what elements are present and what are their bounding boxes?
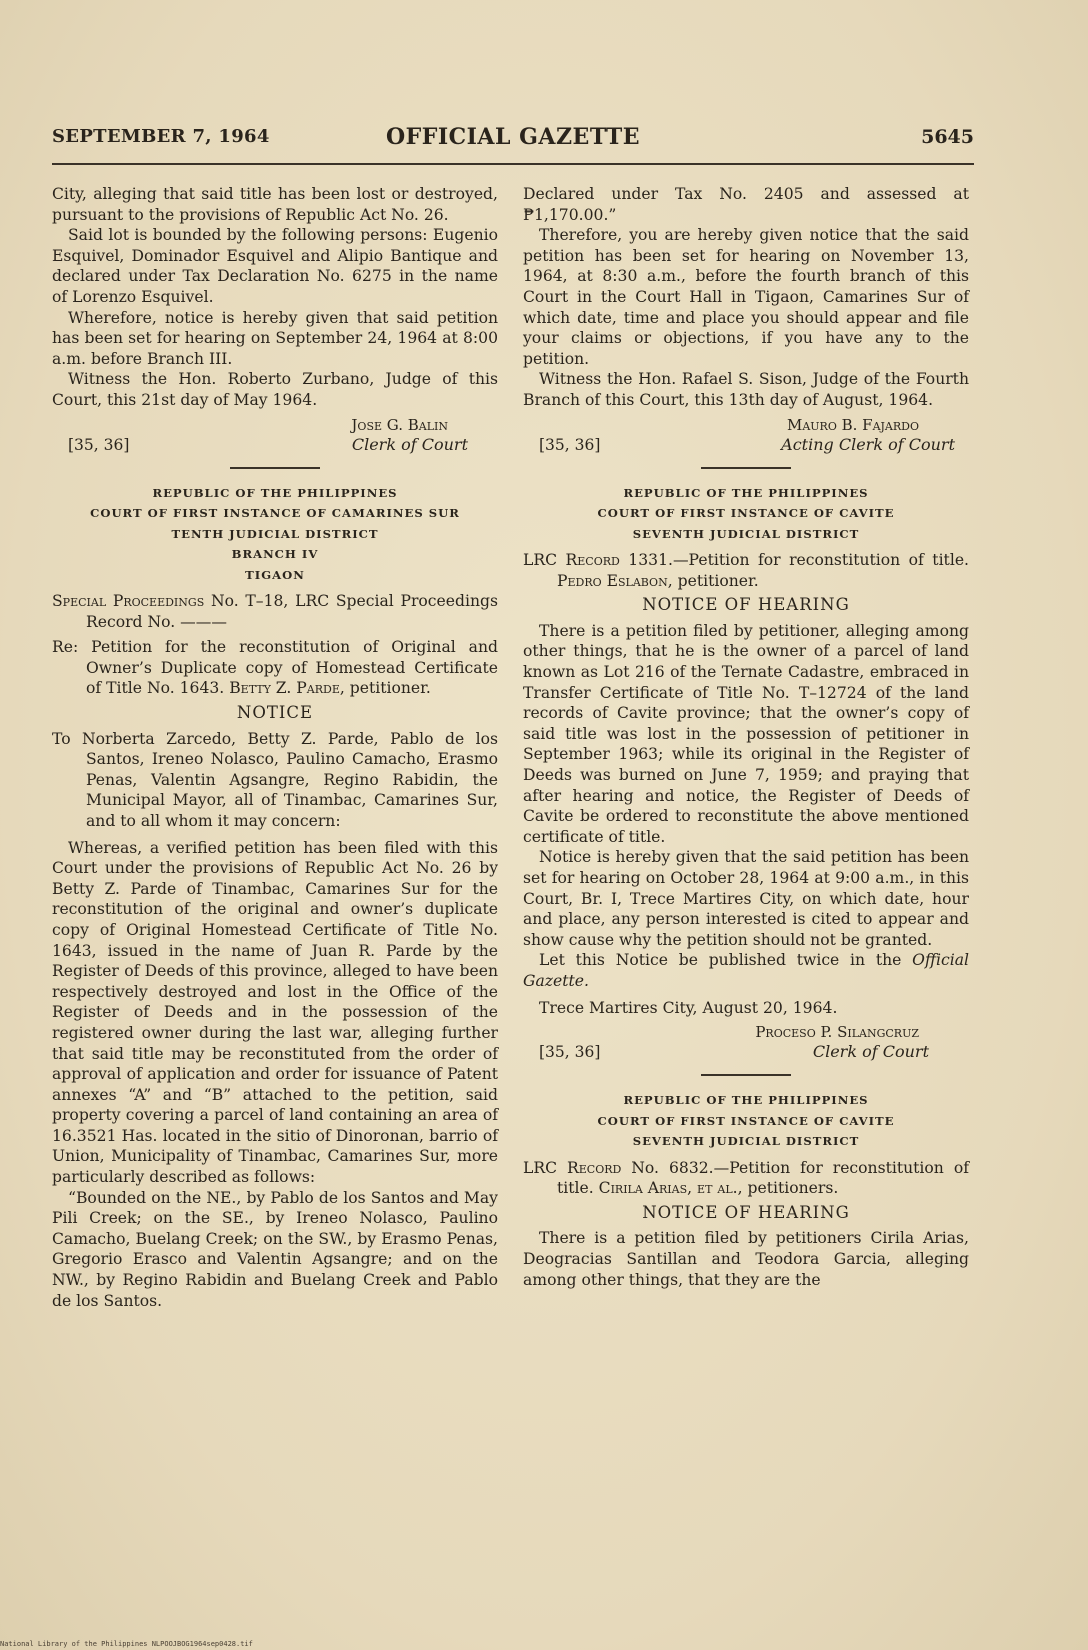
header-page-number: 5645 bbox=[921, 126, 974, 148]
notice-paragraph bbox=[523, 950, 969, 991]
issue-reference: [35, 36] bbox=[539, 435, 601, 454]
notice-heading: NOTICE OF HEARING bbox=[642, 595, 850, 615]
court-caption bbox=[523, 1090, 969, 1152]
header-title: OFFICIAL GAZETTE bbox=[385, 124, 641, 150]
header-rule bbox=[52, 163, 974, 165]
signature-block bbox=[523, 1022, 969, 1064]
caption-line: COURT OF FIRST INSTANCE OF CAVITE bbox=[597, 1113, 895, 1128]
signatory-name: Proceso P. Silangcruz bbox=[755, 1023, 919, 1042]
signature-block bbox=[523, 415, 969, 457]
petitioner-name: Betty Z. Parde bbox=[229, 679, 340, 698]
right-paragraph: Witness the Hon. Rafael S. Sison, Judge of the Fourth Branch of this Court, this 13th day of August, 1964. bbox=[523, 370, 969, 409]
case-end: , petitioners. bbox=[737, 1179, 839, 1198]
signatory-title: Clerk of Court bbox=[351, 434, 468, 454]
left-paragraph: Wherefore, notice is hereby given that said petition has been set for hearing on September 24, 1964 at 8:00 a.m. before Branch III. bbox=[52, 308, 498, 368]
caption-line: TIGAON bbox=[245, 567, 305, 582]
case-text: 1331.—Petition for reconstitution of title. bbox=[619, 551, 970, 570]
addressees: To Norberta Zarcedo, Betty Z. Parde, Pablo de los Santos, Ireneo Nolasco, Paulino Camacho, Erasmo Penas, Valentin Agsangre, Regino Rabidin, the Municipal Mayor, all of Tinambac, Camarines Sur, and to all whom it may concern: bbox=[52, 729, 498, 830]
scan-footer: National Library of the Philippines NLPOOJBOG1964sep0428.tif bbox=[0, 1640, 253, 1648]
right-paragraph: Declared under Tax No. 2405 and assessed at ₱1,170.00.” bbox=[523, 185, 969, 224]
caption-line: BRANCH IV bbox=[231, 547, 319, 562]
case-text: No. T–18, LRC Special Proceedings Record No. ——— bbox=[86, 592, 498, 631]
right-column bbox=[523, 184, 969, 1290]
publish-text: Let this Notice be published twice in the bbox=[539, 951, 913, 970]
signatory-name: Jose G. Balin bbox=[351, 415, 448, 434]
re-end: , petitioner. bbox=[339, 679, 431, 698]
left-paragraph: Said lot is bounded by the following persons: Eugenio Esquivel, Dominador Esquivel and Alipio Bantique and declared under Tax Declaration No. 6275 in the name of Lorenzo Esquivel. bbox=[52, 226, 498, 306]
notice-paragraph: There is a petition filed by petitioner, alleging among other things, that he is the owner of a parcel of land known as Lot 216 of the Ternate Cadastre, embraced in Transfer Certificate of Title No. T–12724 of the land records of Cavite province; that the owner’s copy of said title was lost in the possession of petitioner in September 1963; while its original in the Register of Deeds was burned on June 7, 1959; and praying that after hearing and notice, the Register of Deeds of Cavite be ordered to reconstitute the above mentioned certificate of title. bbox=[523, 621, 969, 846]
case-re bbox=[52, 637, 498, 699]
section-divider bbox=[230, 467, 320, 469]
caption-line: TENTH JUDICIAL DISTRICT bbox=[171, 526, 379, 541]
signatory-name: Mauro B. Fajardo bbox=[786, 415, 919, 434]
section-divider bbox=[701, 1074, 791, 1076]
petitioner-name: Pedro Eslabon bbox=[557, 571, 668, 590]
caption-line: SEVENTH JUDICIAL DISTRICT bbox=[632, 526, 860, 541]
issue-reference: [35, 36] bbox=[539, 1043, 601, 1062]
case-title bbox=[52, 591, 498, 632]
left-paragraph: Witness the Hon. Roberto Zurbano, Judge of this Court, this 21st day of May 1964. bbox=[52, 370, 498, 409]
boundaries-paragraph: “Bounded on the NE., by Pablo de los Santos and May Pili Creek; on the SE., by Ireneo Nolasco, Paulino Camacho, Buelang Creek; on the SW., by Erasmo Penas, Gregorio Erasco and Valentin Agsangre; and on the NW., by Regino Rabidin and Buelang Creek and Pablo de los Santos. bbox=[52, 1188, 498, 1310]
page-header bbox=[52, 126, 974, 160]
caption-line: REPUBLIC OF THE PHILIPPINES bbox=[152, 485, 398, 500]
right-paragraph: Therefore, you are hereby given notice that the said petition has been set for hearing on November 13, 1964, at 8:30 a.m., before the fourth branch of this Court in the Court Hall in Tigaon, Camarines Sur of which date, time and place you should appear and file your claims or objections, if you have any to the petition. bbox=[523, 226, 969, 368]
caption-line: COURT OF FIRST INSTANCE OF CAMARINES SUR bbox=[90, 506, 460, 521]
left-paragraph: City, alleging that said title has been lost or destroyed, pursuant to the provisions of Republic Act No. 26. bbox=[52, 185, 498, 224]
section-divider bbox=[701, 467, 791, 469]
notice-heading: NOTICE bbox=[236, 703, 314, 722]
signatory-title: Acting Clerk of Court bbox=[781, 434, 955, 454]
caption-line: SEVENTH JUDICIAL DISTRICT bbox=[632, 1134, 860, 1149]
re-text: Re: Petition for the reconstitution of Original and Owner’s Duplicate copy of Homestead Certificate of Title No. 1643. bbox=[52, 638, 498, 698]
left-column bbox=[52, 184, 498, 1311]
court-caption bbox=[52, 483, 498, 586]
case-label: Special Proceedings bbox=[52, 592, 205, 611]
caption-line: COURT OF FIRST INSTANCE OF CAVITE bbox=[597, 506, 895, 521]
notice-heading: NOTICE OF HEARING bbox=[642, 1202, 850, 1222]
signatory-title: Clerk of Court bbox=[812, 1042, 929, 1062]
issue-reference: [35, 36] bbox=[68, 435, 130, 454]
caption-line: REPUBLIC OF THE PHILIPPINES bbox=[623, 485, 869, 500]
case-end: , petitioner. bbox=[667, 571, 759, 590]
petitioner-name: Cirila Arias, et al. bbox=[598, 1179, 738, 1198]
case-title bbox=[523, 550, 969, 591]
court-caption bbox=[523, 483, 969, 545]
gazette-name: Official Gazette. bbox=[523, 951, 969, 990]
case-text: No. 6832.—Petition for reconstitution of title. bbox=[557, 1158, 969, 1198]
signature-block bbox=[52, 415, 498, 457]
caption-line: REPUBLIC OF THE PHILIPPINES bbox=[623, 1093, 869, 1108]
notice-paragraph: Notice is hereby given that the said petition has been set for hearing on October 28, 1964 at 9:00 a.m., in this Court, Br. I, Trece Martires City, on which date, hour and place, any person interested is cited to appear and show cause why the petition should not be granted. bbox=[523, 848, 969, 949]
case-label: LRC Record bbox=[523, 1158, 622, 1177]
whereas-paragraph: Whereas, a verified petition has been filed with this Court under the provisions of Republic Act No. 26 by Betty Z. Parde of Tinambac, Camarines Sur for the reconstitution of the original and owner’s duplicate copy of Original Homestead Certificate of Title No. 1643, issued in the name of Juan R. Parde by the Register of Deeds of this province, alleged to have been respectively destroyed and lost in the Office of the Register of Deeds and in the possession of the registered owner during the last war, alleging further that said title may be reconstituted from the order of approval of application and order for issuance of Patent annexes “A” and “B” attached to the petition, said property covering a parcel of land containing an area of 16.3521 Has. located in the sitio of Dinoronan, barrio of Union, Municipality of Tinambac, Camarines Sur, more particularly described as follows: bbox=[52, 838, 498, 1187]
place-date: Trece Martires City, August 20, 1964. bbox=[539, 998, 838, 1017]
notice-paragraph: There is a petition filed by petitioners Cirila Arias, Deogracias Santillan and Teodora Garcia, alleging among other things, that they are the bbox=[523, 1229, 969, 1289]
case-label: LRC Record bbox=[523, 551, 620, 570]
case-title bbox=[523, 1158, 969, 1199]
header-date: SEPTEMBER 7, 1964 bbox=[52, 126, 270, 147]
